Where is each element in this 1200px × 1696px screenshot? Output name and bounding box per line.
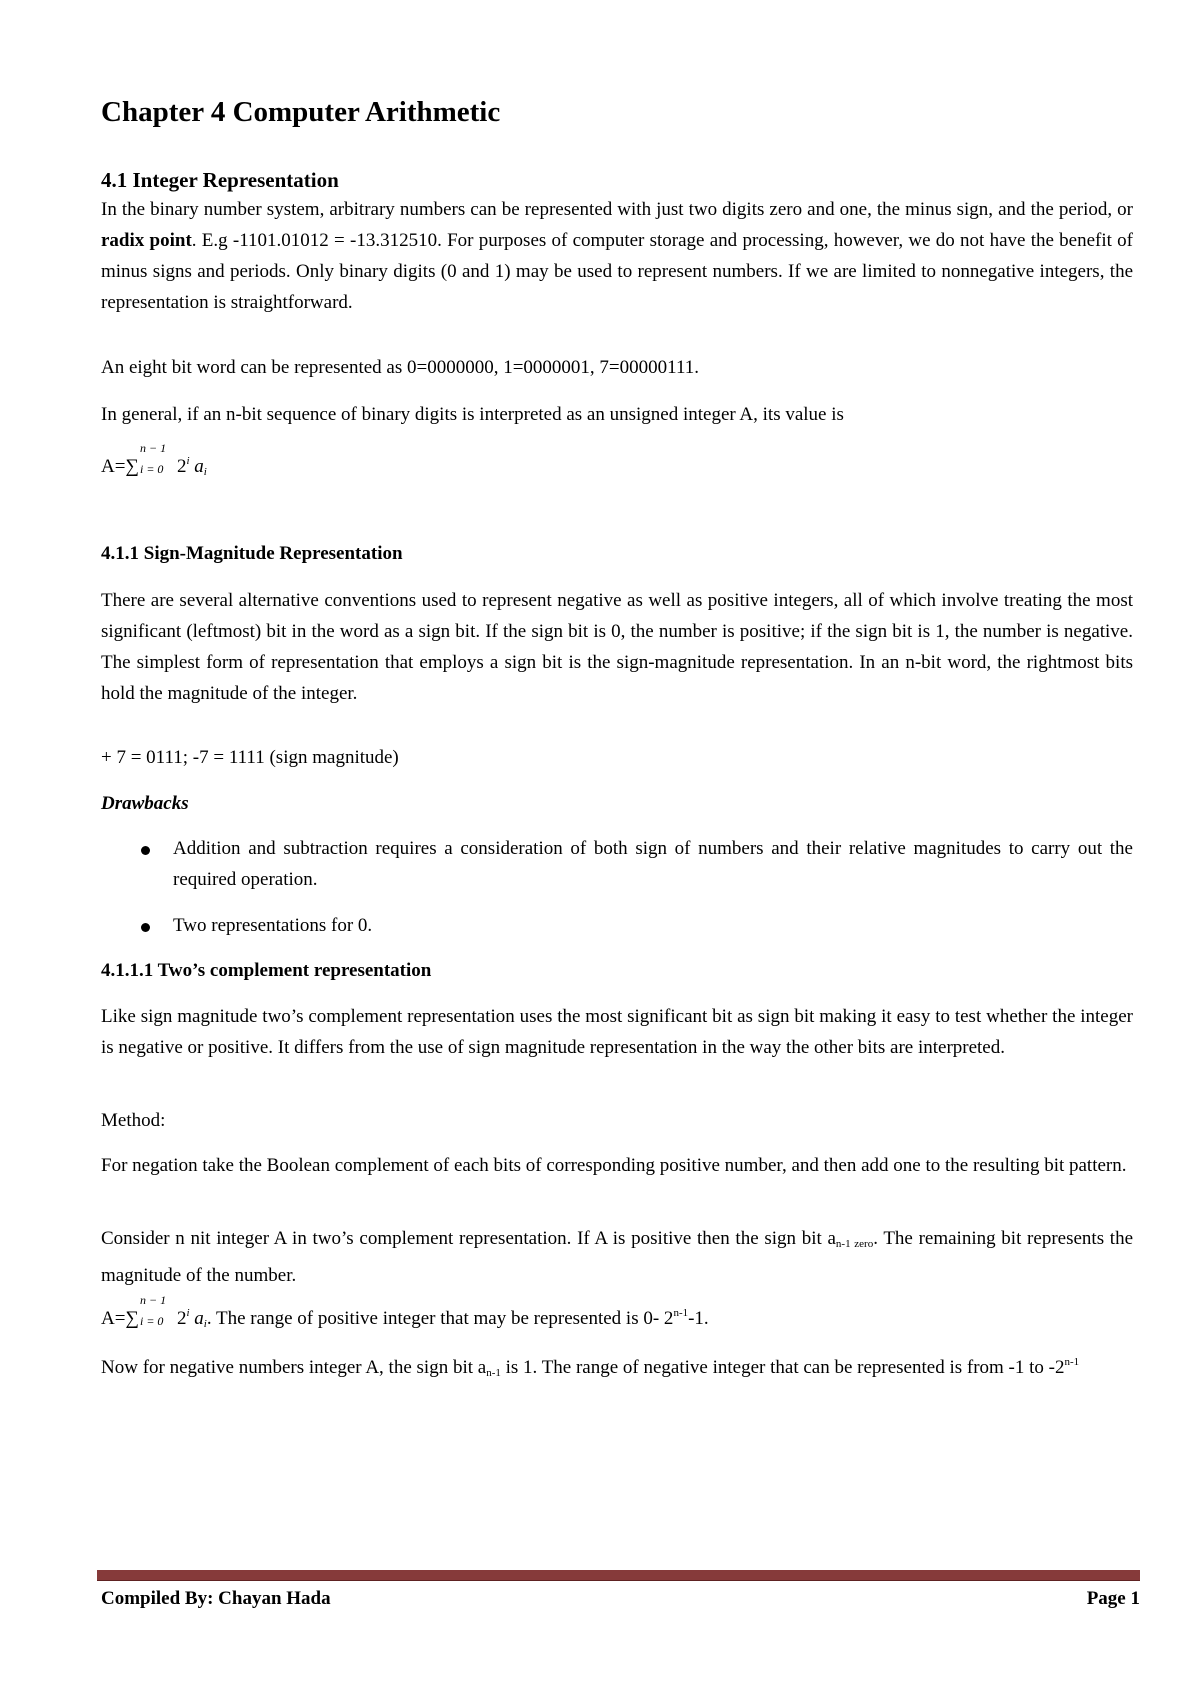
section-heading-4-1: 4.1 Integer Representation: [101, 168, 339, 192]
positive-range-formula: A=∑ n − 1 i = 0 2$^i$ $a_i$. The range of positive integer that may be represented is 0- 2$^{n-1}$-1.: [101, 1293, 709, 1330]
unsigned-value-formula: A=∑ n − 1 i = 0 2$^i$ $a_i$: [101, 441, 207, 478]
method-label: Method:: [101, 1110, 166, 1131]
summation-symbol: ∑: [125, 1308, 139, 1329]
paragraph-negative-range: Now for negative numbers integer A, the sign bit $a_{n-1}$ is 1. The range of negative integer that can be represented is from -1 to -2$^{n-1}$: [101, 1356, 1080, 1379]
section-heading-4-1-1-1: 4.1.1.1 Two’s complement representation: [101, 960, 432, 981]
paragraph-negation-method: For negation take the Boolean complement of each bits of corresponding positive number, and then add one to the resulting bit pattern.: [101, 1155, 1127, 1176]
drawbacks-label: Drawbacks: [101, 793, 189, 814]
paragraph-eight-bit-word: An eight bit word can be represented as 0=0000000, 1=0000001, 7=00000111.: [101, 357, 699, 378]
section-heading-4-1-1: 4.1.1 Sign-Magnitude Representation: [101, 543, 403, 564]
list-item: Addition and subtraction requires a consideration of both sign of numbers and their relative magnitudes to carry out the required operation.: [101, 833, 1133, 895]
paragraph-unsigned-integer: In general, if an n-bit sequence of binary digits is interpreted as an unsigned integer A, its value is: [101, 404, 844, 425]
chapter-title: Chapter 4 Computer Arithmetic: [101, 96, 501, 128]
paragraph-twos-complement: Like sign magnitude two’s complement representation uses the most significant bit as sign bit making it easy to test whether the integer is negative or positive. It differs from the use of sign magnitude representation in the way the other bits are interpreted.: [101, 1006, 1133, 1058]
paragraph-binary-number-system: In the binary number system, arbitrary numbers can be represented with just two digits zero and one, the minus sign, and the period, or radix point. E.g -1101.01012 = -13.312510. For purposes of computer storage and processing, however, we do not have the benefit of minus signs and periods. Only binary digits (0 and 1) may be used to represent numbers. If we are limited to nonnegative integers, the representation is straightforward.: [101, 199, 1133, 313]
paragraph-sign-bit-positive: Consider n nit integer A in two’s complement representation. If A is positive then the sign bit $a_{n-1 zero}$. The remaining bit represents the magnitude of the number.: [101, 1228, 1133, 1286]
bullet-icon: [141, 846, 150, 855]
radix-point-term: radix point: [101, 230, 192, 251]
document-page: [101, 0, 1133, 1696]
list-item: Two representations for 0.: [101, 910, 1133, 941]
bullet-icon: [141, 923, 150, 932]
footer-divider: [97, 1570, 1140, 1581]
sign-magnitude-example: + 7 = 0111; -7 = 1111 (sign magnitude): [101, 747, 399, 768]
summation-symbol: ∑: [125, 456, 139, 477]
paragraph-sign-magnitude: There are several alternative conventions used to represent negative as well as positive integers, all of which involve treating the most significant (leftmost) bit in the word as a sign bit. If the sign bit is 0, the number is positive; if the sign bit is 1, the number is negative. The simplest form of representation that employs a sign bit is the sign-magnitude representation. In an n-bit word, the rightmost bits hold the magnitude of the integer.: [101, 590, 1133, 704]
footer-author: Compiled By: Chayan Hada: [101, 1588, 331, 1609]
page-number: Page 1: [1086, 1588, 1140, 1609]
drawbacks-list: [101, 833, 1133, 941]
